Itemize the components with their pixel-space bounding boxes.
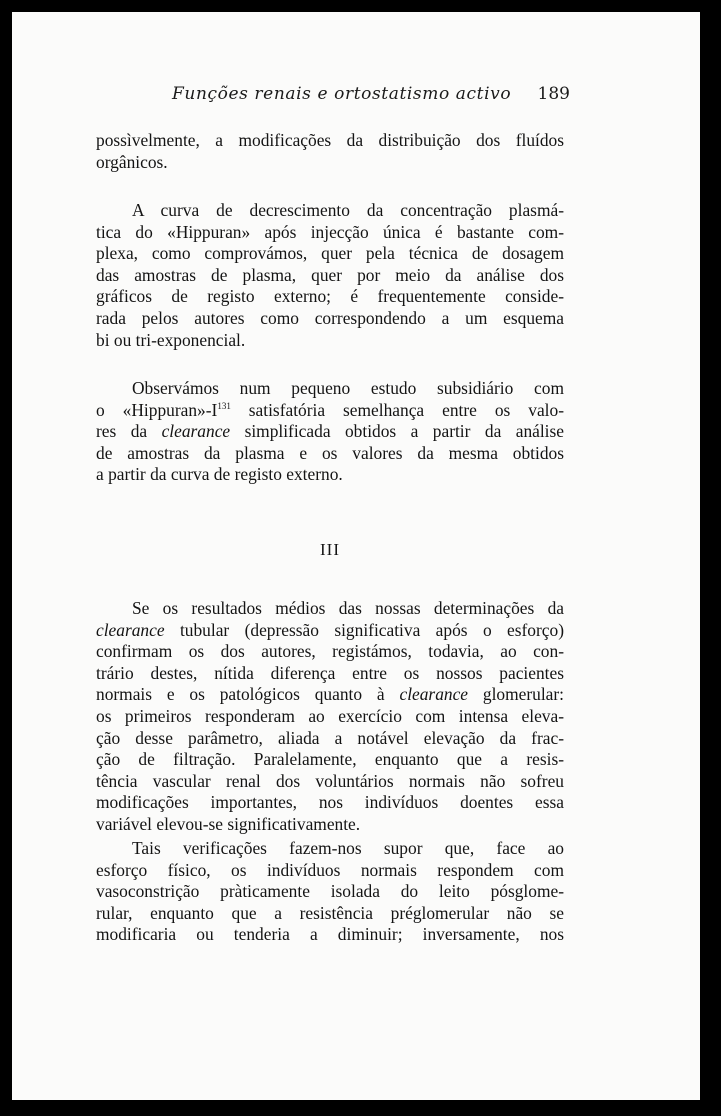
text-line: A curva de decrescimento da concentração plasmá-: [132, 200, 564, 220]
text-line: rada pelos autores como correspondendo a um esquema: [96, 307, 564, 328]
text-line: Observámos num pequeno estudo subsidiário com: [132, 378, 564, 398]
text-line: de amostras da plasma e os valores da mesma obtidos: [96, 442, 564, 463]
text-line: tica do «Hippuran» após injecção única é bastante com-: [96, 221, 564, 242]
section-heading: III: [320, 540, 340, 559]
running-header: [160, 76, 578, 106]
italic-term: clearance: [96, 619, 165, 640]
text-line: possìvelmente, a modificações da distribuição dos fluídos: [96, 130, 564, 150]
text-line: esforço físico, os indivíduos normais respondem com: [96, 859, 564, 880]
text-line: [96, 620, 564, 642]
text-run: res da: [96, 421, 162, 442]
text-line: [96, 421, 564, 443]
text-line: modificações importantes, nos indivíduos doentes essa: [96, 792, 564, 813]
text-line: orgânicos.: [96, 151, 168, 172]
text-line: modificaria ou tenderia a diminuir; inversamente, nos: [96, 924, 564, 945]
text-line: a partir da curva de registo externo.: [96, 464, 343, 485]
text-line: ção desse parâmetro, aliada a notável elevação da frac-: [96, 727, 564, 748]
text-line: ção de filtração. Paralelamente, enquanto que a resis-: [96, 749, 564, 770]
paragraph-5: [96, 838, 564, 946]
text-line: [96, 684, 564, 706]
text-line: das amostras de plasma, quer por meio da análise dos: [96, 264, 564, 285]
text-line: confirmam os dos autores, registámos, todavia, ao con-: [96, 641, 564, 662]
italic-term: clearance: [161, 421, 231, 442]
text-run: simplificada obtidos a partir da análise: [230, 421, 565, 442]
text-line: rular, enquanto que a resistência préglomerular não se: [96, 902, 564, 923]
text-line: [96, 400, 564, 422]
text-run: tubular (depressão significativa após o esforço): [164, 619, 564, 640]
text-line: Tais verificações fazem-nos supor que, face ao: [132, 838, 564, 858]
text-line: Se os resultados médios das nossas determinações da: [132, 598, 564, 618]
text-run: o «Hippuran»-I: [96, 399, 218, 420]
text-line: bi ou tri-exponencial.: [96, 329, 246, 350]
text-run: glomerular:: [468, 684, 564, 705]
running-title: Funções renais e ortostatismo activo: [172, 84, 512, 104]
paragraph-3: [96, 378, 564, 486]
paragraph-1: [96, 130, 564, 173]
text-line: trário destes, nítida diferença entre os nossos pacientes: [96, 662, 564, 683]
text-line: plexa, como comprovámos, quer pela técnica de dosagem: [96, 243, 564, 264]
page-number: 189: [537, 84, 570, 104]
text-line: os primeiros responderam ao exercício com intensa eleva-: [96, 705, 564, 726]
text-run: satisfatória semelhança entre os valo-: [230, 399, 564, 420]
isotope-superscript: 131: [217, 400, 231, 411]
text-line: tência vascular renal dos voluntários normais não sofreu: [96, 770, 564, 791]
paragraph-4: [96, 598, 564, 836]
text-line: vasoconstrição pràticamente isolada do leito pósglome-: [96, 881, 564, 902]
text-line: variável elevou-se significativamente.: [96, 813, 361, 834]
text-run: normais e os patológicos quanto à: [96, 684, 400, 705]
text-line: gráficos de registo externo; é frequentemente conside-: [96, 286, 564, 307]
paragraph-2: [96, 200, 564, 351]
italic-term: clearance: [399, 684, 469, 705]
